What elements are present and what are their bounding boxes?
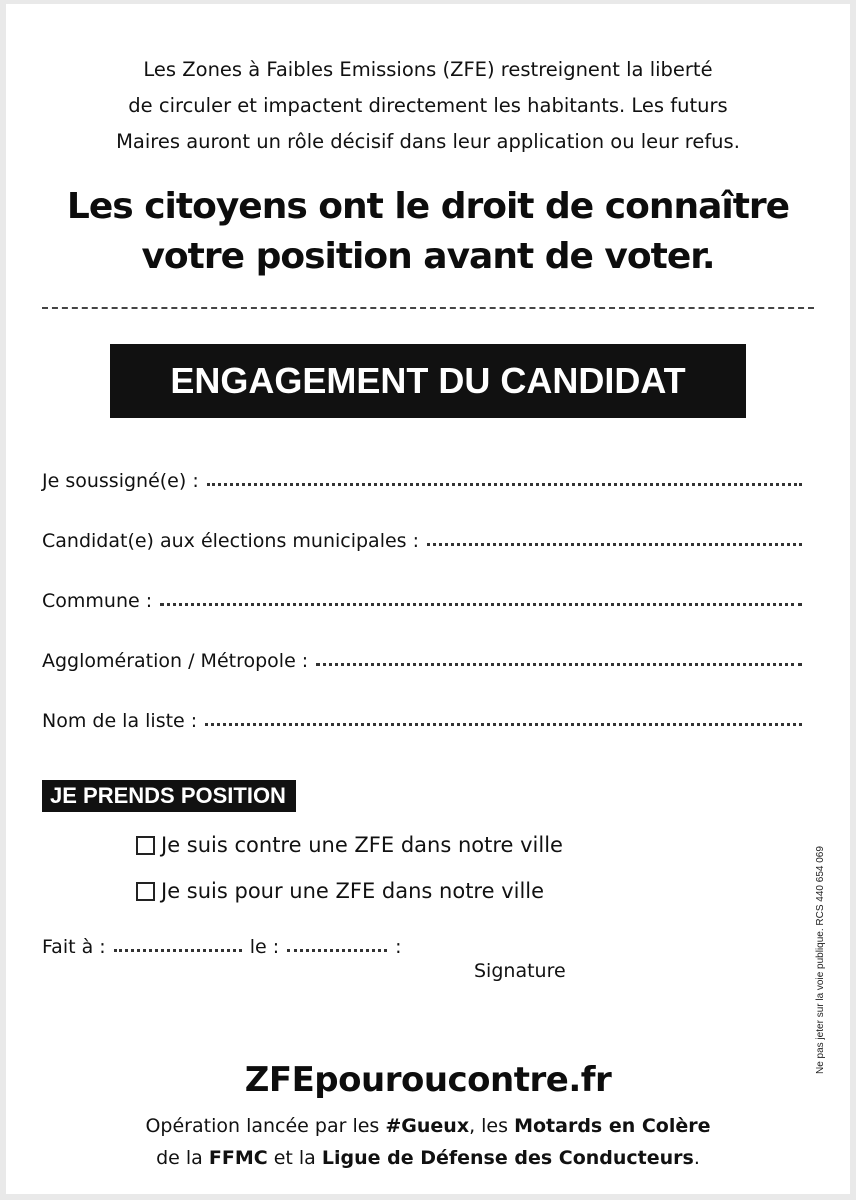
checkbox[interactable] <box>136 836 155 855</box>
credit-text: , les <box>469 1115 515 1137</box>
checkbox[interactable] <box>136 882 155 901</box>
website-url: ZFEpouroucontre.fr <box>244 1060 612 1100</box>
dotted-fill-line[interactable] <box>207 483 802 486</box>
option-pour-zfe[interactable] <box>136 876 544 906</box>
field-label: Nom de la liste : <box>42 710 198 732</box>
dashed-cut-line <box>42 307 814 309</box>
le-dotted-line[interactable] <box>287 949 387 952</box>
field-label: Commune : <box>42 590 153 612</box>
option-contre-zfe[interactable] <box>136 830 563 860</box>
headline <box>6 182 850 282</box>
field-label: Je soussigné(e) : <box>42 470 199 492</box>
form-page <box>6 4 850 1194</box>
trailing-colon: : <box>395 936 402 958</box>
legal-side-note: Ne pas jeter sur la voie publique. RCS 440 654 069 <box>815 846 826 1074</box>
le-label: le : <box>249 936 280 958</box>
engagement-banner: ENGAGEMENT DU CANDIDAT <box>110 344 746 418</box>
fait-label: Fait à : <box>42 936 106 958</box>
option-label: Je suis contre une ZFE dans notre ville <box>161 833 563 857</box>
credits-line-2 <box>6 1142 850 1174</box>
dotted-fill-line[interactable] <box>205 723 802 726</box>
field-agglomeration[interactable] <box>42 642 802 672</box>
fait-dotted-line[interactable] <box>114 949 242 952</box>
dotted-fill-line[interactable] <box>427 543 802 546</box>
field-commune[interactable] <box>42 582 802 612</box>
intro-line: Les Zones à Faibles Emissions (ZFE) restreignent la liberté <box>143 58 713 81</box>
credit-text: . <box>693 1147 700 1169</box>
credit-text: et la <box>267 1147 322 1169</box>
position-section-title: JE PRENDS POSITION <box>42 780 296 812</box>
intro-line: de circuler et impactent directement les habitants. Les futurs <box>128 94 728 117</box>
credit-gueux: #Gueux <box>385 1115 470 1137</box>
field-candidat[interactable] <box>42 522 802 552</box>
field-soussigne[interactable] <box>42 462 802 492</box>
credits <box>6 1110 850 1174</box>
field-nom-liste[interactable] <box>42 702 802 732</box>
credit-text: Opération lancée par les <box>145 1115 386 1137</box>
credit-text: de la <box>156 1147 209 1169</box>
credit-motards: Motards en Colère <box>514 1115 711 1137</box>
credit-ligue: Ligue de Défense des Conducteurs <box>321 1147 694 1169</box>
intro-paragraph <box>6 52 850 160</box>
fait-a-line[interactable] <box>42 928 402 958</box>
headline-line: votre position avant de voter. <box>141 236 715 277</box>
headline-line: Les citoyens ont le droit de connaître <box>66 186 790 227</box>
credit-ffmc: FFMC <box>208 1147 268 1169</box>
credits-line-1 <box>6 1110 850 1142</box>
field-label: Agglomération / Métropole : <box>42 650 309 672</box>
dotted-fill-line[interactable] <box>316 663 802 666</box>
intro-line: Maires auront un rôle décisif dans leur application ou leur refus. <box>116 130 740 153</box>
option-label: Je suis pour une ZFE dans notre ville <box>161 879 545 903</box>
signature-label: Signature <box>474 960 566 982</box>
dotted-fill-line[interactable] <box>160 603 802 606</box>
field-label: Candidat(e) aux élections municipales : <box>42 530 420 552</box>
